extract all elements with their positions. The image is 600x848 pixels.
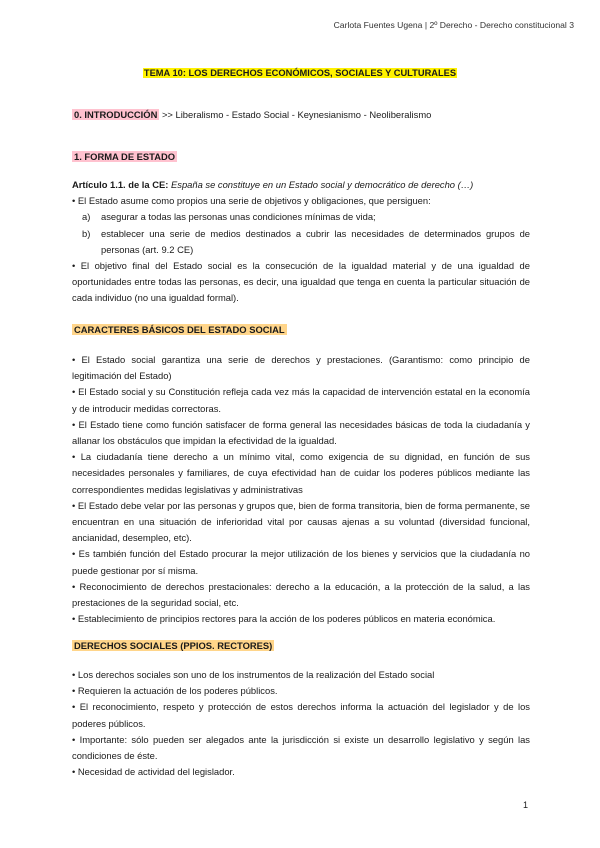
page-number: 1 xyxy=(522,800,528,810)
sub-item-a: a) asegurar a todas las personas unas condiciones mínimas de vida; xyxy=(82,211,376,223)
section-body-forma-estado xyxy=(72,177,530,307)
list-item: • La ciudadanía tiene derecho a un mínimo vital, como exigencia de su dignidad, en función de sus necesidades personales y familiares, de cuya efectividad han de cuidar los poderes públicos mediante las correspondientes medidas legislativas y administrativas xyxy=(72,451,530,495)
section-body-derechos-sociales xyxy=(72,667,530,780)
list-item: • Necesidad de actividad del legislador. xyxy=(72,766,235,778)
list-item: • El Estado asume como propios una serie de objetivos y obligaciones, que persiguen: xyxy=(72,195,431,207)
list-item: • El Estado social garantiza una serie de derechos y prestaciones. (Garantismo: como principio de legitimación del Estado) xyxy=(72,354,530,382)
article-reference xyxy=(72,177,530,193)
intro-arrow: >> xyxy=(161,109,173,120)
intro-text: Liberalismo - Estado Social - Keynesianismo - Neoliberalismo xyxy=(175,109,432,120)
title-highlight: TEMA 10: LOS DERECHOS ECONÓMICOS, SOCIALES Y CULTURALES xyxy=(143,68,457,78)
section-body-caracteres xyxy=(72,352,530,627)
list-item: • Los derechos sociales son uno de los instrumentos de la realización del Estado social xyxy=(72,669,435,680)
article-label: Artículo 1.1. de la CE: xyxy=(72,179,169,190)
sub-item-b: b) establecer una serie de medios destinados a cubrir las necesidades de determinados grupos de personas (art. 9.2 CE) xyxy=(82,227,530,255)
list-item: • El Estado tiene como función satisfacer de forma general las necesidades básicas de toda la ciudadanía y allanar los obstáculos que impidan la efectividad de la igualdad. xyxy=(72,418,530,447)
article-quote: España se constituye en un Estado social y democrático de derecho (…) xyxy=(171,179,474,190)
list-item: • El reconocimiento, respeto y protección de estos derechos informa la actuación del legislador y de los poderes públicos. xyxy=(72,701,530,729)
list-item: • Es también función del Estado procurar la mejor utilización de los bienes y servicios que la ciudadanía no puede gestionar por sí misma. xyxy=(72,548,530,576)
list-item: • Reconocimiento de derechos prestacionales: derecho a la educación, a la protección de la salud, a las prestaciones de la seguridad social, etc. xyxy=(72,580,530,609)
section-heading-forma-estado: 1. FORMA DE ESTADO xyxy=(74,151,176,162)
intro-line xyxy=(72,107,431,123)
running-header: Carlota Fuentes Ugena | 2º Derecho - Derecho constitucional 3 xyxy=(333,20,574,30)
intro-heading: 0. INTRODUCCIÓN xyxy=(74,109,158,120)
section-heading-caracteres: CARACTERES BÁSICOS DEL ESTADO SOCIAL xyxy=(74,324,285,335)
list-item: • Importante: sólo pueden ser alegados ante la jurisdicción si existe un desarrollo legislativo y según las condiciones de éste. xyxy=(72,733,530,762)
list-item: • Requieren la actuación de los poderes públicos. xyxy=(72,685,278,697)
list-item: • El Estado social y su Constitución refleja cada vez más la capacidad de intervención estatal en la economía y de introducir medidas correctoras. xyxy=(72,386,530,414)
section-heading-derechos-sociales: DERECHOS SOCIALES (PPIOS. RECTORES) xyxy=(74,640,273,651)
list-item: • El Estado debe velar por las personas y grupos que, bien de forma transitoria, bien de forma permanente, se encuentran en una situación de inferioridad vital por causas ajenas a su voluntad (diversidad funcional, ancianidad, desempleo, etc). xyxy=(72,499,530,544)
document-title xyxy=(0,65,600,81)
list-item: • Establecimiento de principios rectores para la acción de los poderes públicos en materia económica. xyxy=(72,613,496,625)
list-item: • El objetivo final del Estado social es la consecución de la igualdad material y de una igualdad de oportunidades entre todas las personas, es decir, una igualdad que tenga en cuenta la particular situación de cada individuo (no una igualdad formal). xyxy=(72,260,530,304)
